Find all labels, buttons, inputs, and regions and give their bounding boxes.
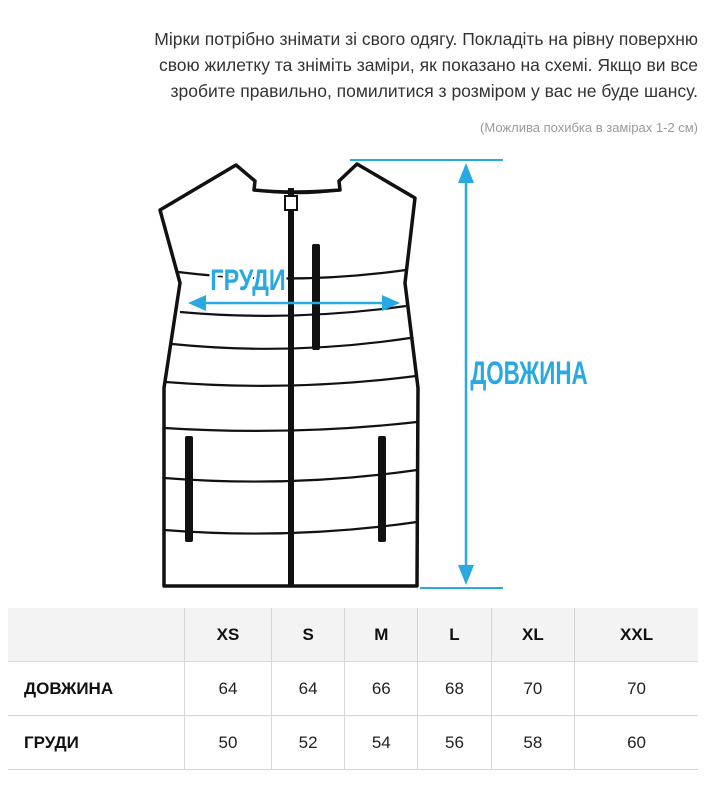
- zipper-pull: [285, 196, 297, 210]
- instructions-line-3: зробите правильно, помилитися з розміром у вас не буде шансу.: [170, 81, 698, 101]
- chest-xs: 50: [185, 716, 272, 770]
- chest-l: 56: [418, 716, 491, 770]
- row-label-chest: ГРУДИ: [8, 716, 185, 770]
- chest-pocket: [312, 244, 320, 350]
- instructions: [18, 26, 698, 104]
- table-row-length: [8, 662, 698, 716]
- chest-label: ГРУДИ: [210, 263, 286, 297]
- chest-m: 54: [345, 716, 418, 770]
- length-xs: 64: [185, 662, 272, 716]
- length-l: 68: [418, 662, 491, 716]
- size-header-xxl: XXL: [575, 608, 698, 662]
- size-header-row: [8, 608, 698, 662]
- row-label-length: ДОВЖИНА: [8, 662, 185, 716]
- length-arrow-head-top: [458, 163, 474, 183]
- size-table: [8, 608, 698, 770]
- size-header-xs: XS: [185, 608, 272, 662]
- length-m: 66: [345, 662, 418, 716]
- left-pocket: [185, 436, 193, 542]
- header-empty-cell: [8, 608, 185, 662]
- size-header-xl: XL: [491, 608, 575, 662]
- size-header-l: L: [418, 608, 491, 662]
- tolerance-note: (Можлива похибка в замірах 1-2 см): [480, 120, 698, 135]
- vest-diagram: [0, 150, 710, 595]
- chest-xxl: 60: [575, 716, 698, 770]
- vest-zipper: [288, 188, 294, 586]
- chest-xl: 58: [491, 716, 575, 770]
- length-s: 64: [272, 662, 345, 716]
- instructions-line-2: свою жилетку та зніміть заміри, як показано на схемі. Якщо ви все: [158, 55, 698, 75]
- length-xl: 70: [491, 662, 575, 716]
- chest-s: 52: [272, 716, 345, 770]
- size-header-s: S: [272, 608, 345, 662]
- right-pocket: [378, 436, 386, 542]
- length-label: ДОВЖИНА: [470, 355, 588, 391]
- instructions-line-1: Мірки потрібно знімати зі свого одягу. Покладіть на рівну поверхню: [154, 29, 698, 49]
- table-row-chest: [8, 716, 698, 770]
- length-arrow-head-bottom: [458, 565, 474, 585]
- length-xxl: 70: [575, 662, 698, 716]
- size-header-m: M: [345, 608, 418, 662]
